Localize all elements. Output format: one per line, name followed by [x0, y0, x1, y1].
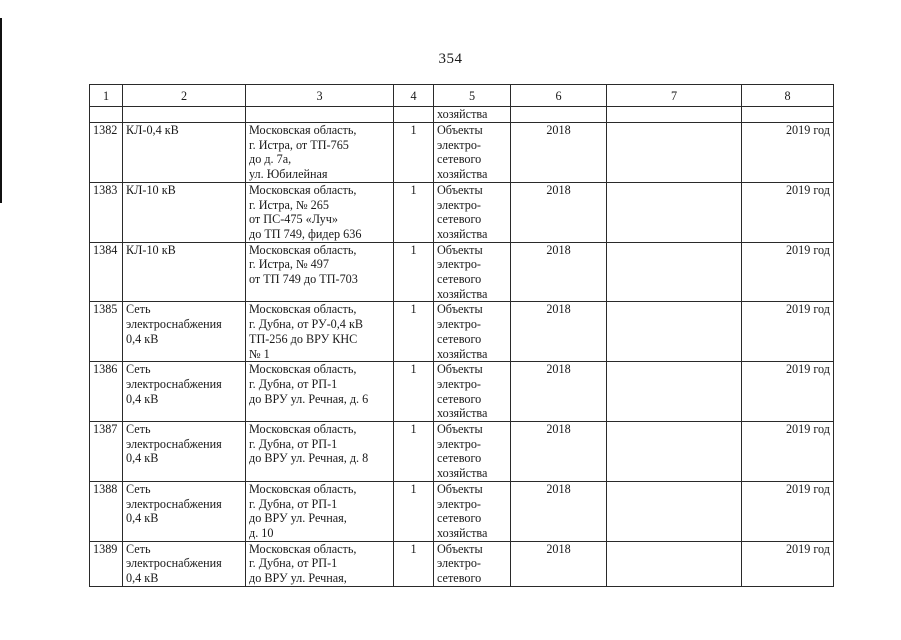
object-type-cell — [434, 242, 511, 302]
object-type-cell-line: сетевого — [437, 451, 482, 466]
column-header: 1 — [90, 85, 123, 107]
page-number: 354 — [438, 51, 463, 67]
address-cell — [246, 242, 394, 302]
object-name-cell — [123, 481, 246, 541]
object-type-cell-line: электро- — [437, 257, 481, 272]
object-type-cell-line: хозяйства — [437, 466, 488, 481]
object-name-cell-line: 0,4 кВ — [126, 571, 159, 586]
column-7-cell — [607, 541, 742, 586]
table-header-row — [90, 85, 834, 107]
object-type-cell-line: сетевого — [437, 571, 482, 586]
object-name-cell-line: Сеть — [126, 362, 151, 377]
term-cell: 2019 год — [742, 541, 834, 586]
object-name-cell — [123, 182, 246, 242]
address-cell-line: г. Истра, от ТП-765 — [249, 137, 349, 152]
column-header: 3 — [246, 85, 394, 107]
object-type-cell-line: Объекты — [437, 302, 483, 317]
object-type-cell-line: электро- — [437, 317, 481, 332]
column-header: 2 — [123, 85, 246, 107]
object-name-cell — [123, 541, 246, 586]
address-cell — [246, 481, 394, 541]
address-cell-line: ул. Юбилейная — [249, 167, 328, 182]
object-type-cell-line: хозяйства — [437, 167, 488, 182]
address-cell-line: г. Дубна, от РП-1 — [249, 376, 338, 391]
column-7-cell — [607, 302, 742, 362]
column-7-cell — [607, 422, 742, 482]
table-row — [90, 242, 834, 302]
quantity-cell: 1 — [394, 422, 434, 482]
table-row — [90, 481, 834, 541]
object-type-cell — [434, 182, 511, 242]
address-cell — [246, 182, 394, 242]
object-type-cell-line: Объекты — [437, 362, 483, 377]
table-row — [90, 182, 834, 242]
column-header: 6 — [511, 85, 607, 107]
object-type-cell-line: электро- — [437, 376, 481, 391]
address-cell-line: № 1 — [249, 346, 270, 361]
row-number-cell: 1386 — [90, 362, 123, 422]
address-cell-line: от ТП 749 до ТП-703 — [249, 272, 358, 287]
quantity-cell: 1 — [394, 541, 434, 586]
object-type-cell-line: хозяйства — [437, 226, 488, 241]
column-7-cell — [607, 481, 742, 541]
year-cell: 2018 — [511, 362, 607, 422]
object-type-cell-line: сетевого — [437, 212, 482, 227]
object-type-cell-line: сетевого — [437, 272, 482, 287]
year-cell: 2018 — [511, 182, 607, 242]
term-cell: 2019 год — [742, 481, 834, 541]
column-7-cell — [607, 123, 742, 183]
table-row — [90, 302, 834, 362]
object-name-cell-line: электроснабжения — [126, 317, 222, 332]
address-cell-line: Московская область, — [249, 422, 357, 437]
row-number-cell: 1384 — [90, 242, 123, 302]
term-cell: 2019 год — [742, 302, 834, 362]
object-type-cell-line: хозяйства — [437, 286, 488, 301]
row-number-cell: 1387 — [90, 422, 123, 482]
term-cell: 2019 год — [742, 242, 834, 302]
scan-edge-mark — [0, 18, 2, 203]
object-type-cell — [434, 123, 511, 183]
year-cell: 2018 — [511, 302, 607, 362]
address-cell-line: Московская область, — [249, 242, 357, 257]
row-number-cell: 1382 — [90, 123, 123, 183]
object-name-cell-line: Сеть — [126, 481, 151, 496]
object-name-cell-line: электроснабжения — [126, 496, 222, 511]
object-type-cell-line: хозяйства — [437, 525, 488, 540]
row-number-cell — [90, 107, 123, 123]
object-type-cell-line: Объекты — [437, 481, 483, 496]
column-7-cell — [607, 107, 742, 123]
address-cell-line: г. Истра, № 265 — [249, 197, 329, 212]
row-number-cell: 1388 — [90, 481, 123, 541]
object-type-cell-line: Объекты — [437, 422, 483, 437]
object-type-cell-line: Объекты — [437, 123, 483, 137]
column-7-cell — [607, 182, 742, 242]
object-name-cell-line: электроснабжения — [126, 376, 222, 391]
address-cell-line: Московская область, — [249, 182, 357, 197]
object-type-cell-line: электро- — [437, 197, 481, 212]
quantity-cell: 1 — [394, 242, 434, 302]
address-cell-line: г. Дубна, от РП-1 — [249, 556, 338, 571]
address-cell — [246, 302, 394, 362]
object-type-cell — [434, 541, 511, 586]
address-cell-line: Московская область, — [249, 541, 357, 556]
object-name-cell — [123, 302, 246, 362]
address-cell — [246, 422, 394, 482]
address-cell-line: от ПС-475 «Луч» — [249, 212, 338, 227]
address-cell-line: Московская область, — [249, 123, 357, 137]
address-cell — [246, 123, 394, 183]
object-name-cell-line: КЛ-0,4 кВ — [126, 123, 179, 137]
object-type-cell — [434, 422, 511, 482]
year-cell: 2018 — [511, 541, 607, 586]
address-cell-line: до ТП 749, фидер 636 — [249, 226, 362, 241]
address-cell-line: д. 10 — [249, 525, 274, 540]
object-name-cell-line: 0,4 кВ — [126, 451, 159, 466]
term-cell: 2019 год — [742, 422, 834, 482]
object-type-cell-line: Объекты — [437, 541, 483, 556]
row-number-cell: 1383 — [90, 182, 123, 242]
object-type-cell-line: сетевого — [437, 331, 482, 346]
year-cell: 2018 — [511, 242, 607, 302]
object-name-cell-line: КЛ-10 кВ — [126, 242, 176, 257]
object-type-cell-line: хозяйства — [437, 107, 488, 121]
object-name-cell-line: электроснабжения — [126, 556, 222, 571]
object-type-cell-line: сетевого — [437, 152, 482, 167]
object-name-cell — [123, 123, 246, 183]
object-name-cell — [123, 242, 246, 302]
object-name-cell — [123, 362, 246, 422]
column-header: 8 — [742, 85, 834, 107]
term-cell: 2019 год — [742, 123, 834, 183]
address-cell-line: Московская область, — [249, 302, 357, 317]
table-row — [90, 422, 834, 482]
address-cell — [246, 107, 394, 123]
column-7-cell — [607, 362, 742, 422]
object-type-cell-line: сетевого — [437, 511, 482, 526]
registry-table — [89, 84, 834, 587]
address-cell-line: г. Дубна, от РП-1 — [249, 496, 338, 511]
address-cell-line: г. Дубна, от РУ-0,4 кВ — [249, 317, 363, 332]
quantity-cell: 1 — [394, 123, 434, 183]
column-header: 4 — [394, 85, 434, 107]
object-type-cell-line: сетевого — [437, 391, 482, 406]
object-name-cell — [123, 422, 246, 482]
table-row — [90, 107, 834, 123]
quantity-cell: 1 — [394, 362, 434, 422]
object-type-cell-line: электро- — [437, 137, 481, 152]
object-type-cell — [434, 362, 511, 422]
quantity-cell — [394, 107, 434, 123]
address-cell — [246, 362, 394, 422]
term-cell: 2019 год — [742, 182, 834, 242]
object-name-cell-line: КЛ-10 кВ — [126, 182, 176, 197]
address-cell-line: ТП-256 до ВРУ КНС — [249, 331, 358, 346]
term-cell: 2019 год — [742, 362, 834, 422]
object-type-cell — [434, 107, 511, 123]
object-type-cell-line: хозяйства — [437, 406, 488, 421]
object-name-cell-line: Сеть — [126, 422, 151, 437]
object-type-cell — [434, 481, 511, 541]
object-name-cell — [123, 107, 246, 123]
object-name-cell-line: 0,4 кВ — [126, 511, 159, 526]
object-type-cell-line: хозяйства — [437, 346, 488, 361]
term-cell — [742, 107, 834, 123]
address-cell-line: до ВРУ ул. Речная, — [249, 511, 347, 526]
object-name-cell-line: Сеть — [126, 541, 151, 556]
address-cell-line: Московская область, — [249, 481, 357, 496]
object-name-cell-line: электроснабжения — [126, 436, 222, 451]
object-name-cell-line: 0,4 кВ — [126, 331, 159, 346]
row-number-cell: 1385 — [90, 302, 123, 362]
address-cell — [246, 541, 394, 586]
address-cell-line: до ВРУ ул. Речная, д. 8 — [249, 451, 369, 466]
row-number-cell: 1389 — [90, 541, 123, 586]
year-cell: 2018 — [511, 123, 607, 183]
address-cell-line: г. Дубна, от РП-1 — [249, 436, 338, 451]
year-cell — [511, 107, 607, 123]
column-header: 7 — [607, 85, 742, 107]
object-type-cell-line: электро- — [437, 496, 481, 511]
table-row — [90, 123, 834, 183]
column-7-cell — [607, 242, 742, 302]
object-name-cell-line: Сеть — [126, 302, 151, 317]
address-cell-line: Московская область, — [249, 362, 357, 377]
object-type-cell-line: электро- — [437, 556, 481, 571]
object-name-cell-line: 0,4 кВ — [126, 391, 159, 406]
object-type-cell-line: электро- — [437, 436, 481, 451]
object-type-cell-line: Объекты — [437, 242, 483, 257]
quantity-cell: 1 — [394, 182, 434, 242]
quantity-cell: 1 — [394, 302, 434, 362]
object-type-cell — [434, 302, 511, 362]
year-cell: 2018 — [511, 481, 607, 541]
object-type-cell-line: Объекты — [437, 182, 483, 197]
year-cell: 2018 — [511, 422, 607, 482]
address-cell-line: до ВРУ ул. Речная, д. 6 — [249, 391, 369, 406]
address-cell-line: до ВРУ ул. Речная, — [249, 571, 347, 586]
address-cell-line: до д. 7а, — [249, 152, 292, 167]
address-cell-line: г. Истра, № 497 — [249, 257, 329, 272]
table-row — [90, 362, 834, 422]
column-header: 5 — [434, 85, 511, 107]
table-row — [90, 541, 834, 586]
quantity-cell: 1 — [394, 481, 434, 541]
